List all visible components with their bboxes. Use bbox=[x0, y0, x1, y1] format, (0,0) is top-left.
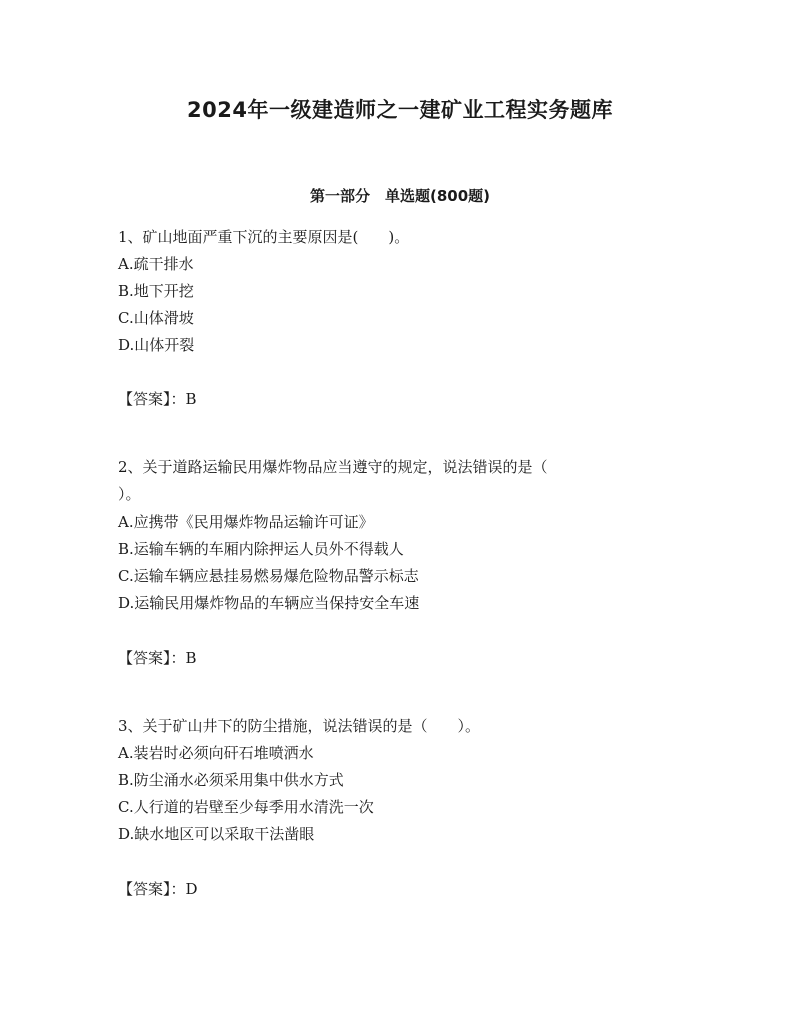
question-3-option-c: C.人行道的岩壁至少每季用水清洗一次 bbox=[118, 798, 374, 816]
question-2-answer: 【答案】：B bbox=[118, 649, 197, 667]
question-2-option-d: D.运输民用爆炸物品的车辆应当保持安全车速 bbox=[118, 594, 420, 612]
section-title: 第一部分 单选题(800题) bbox=[309, 187, 491, 205]
question-1-option-c: C.山体滑坡 bbox=[118, 309, 194, 327]
question-1-option-b: B.地下开挖 bbox=[118, 282, 194, 300]
question-3-option-b: B.防尘涌水必须采用集中供水方式 bbox=[118, 771, 344, 789]
question-2-stem-line-1: 2、关于道路运输民用爆炸物品应当遵守的规定，说法错误的是（ bbox=[118, 458, 548, 476]
document-title: 2024年一级建造师之一建矿业工程实务题库 bbox=[187, 98, 613, 122]
question-1-option-d: D.山体开裂 bbox=[118, 336, 195, 354]
question-1-answer: 【答案】：B bbox=[118, 390, 197, 408]
question-2-stem-line-2: ）。 bbox=[118, 485, 141, 503]
question-3-option-d: D.缺水地区可以采取干法凿眼 bbox=[118, 825, 315, 843]
question-3-option-a: A.装岩时必须向矸石堆喷洒水 bbox=[118, 744, 314, 762]
question-3-stem: 3、关于矿山井下的防尘措施，说法错误的是（ ）。 bbox=[118, 717, 481, 735]
question-3-answer: 【答案】：D bbox=[118, 880, 198, 898]
question-2-option-c: C.运输车辆应悬挂易燃易爆危险物品警示标志 bbox=[118, 567, 419, 585]
question-1-stem: 1、矿山地面严重下沉的主要原因是( )。 bbox=[118, 228, 410, 246]
question-1-option-a: A.疏干排水 bbox=[118, 255, 194, 273]
question-2-option-b: B.运输车辆的车厢内除押运人员外不得载人 bbox=[118, 540, 404, 558]
question-2-option-a: A.应携带《民用爆炸物品运输许可证》 bbox=[118, 513, 374, 531]
